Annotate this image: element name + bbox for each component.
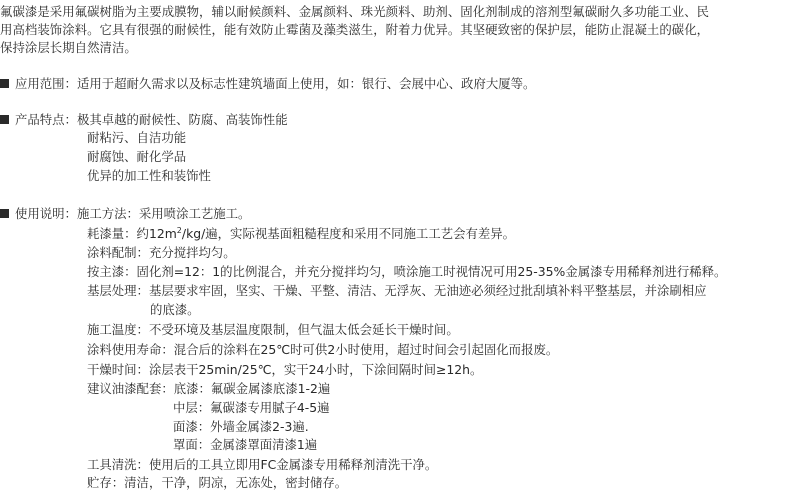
feature-item: 优异的加工性和装饰性 xyxy=(87,168,211,183)
intro-line-1: 氟碳漆是采用氟碳树脂为主要成膜物，辅以耐候颜料、金属颜料、珠光颜料、助剂、固化剂制成的溶剂型氟碳耐久多功能工业、民 xyxy=(0,4,710,19)
usage-label: 使用说明： xyxy=(15,206,77,221)
feature-item: 耐腐蚀、耐化学品 xyxy=(87,149,187,164)
usage-method: 施工方法：采用喷涂工艺施工。 xyxy=(76,206,251,221)
usage-ratio: 按主漆：固化剂=12：1的比例混合，并充分搅拌均匀，喷涂施工时视情况可用25-35%金属漆专用稀释剂进行稀释。 xyxy=(87,264,727,279)
consumption-text-rest: /kg/遍，实际视基面粗糙程度和采用不同施工工艺会有差异。 xyxy=(181,226,516,241)
intro-line-3: 保持涂层长期自然清洁。 xyxy=(0,40,137,55)
system-layer-value: 外墙金属漆2-3遍. xyxy=(210,419,309,434)
usage-temperature: 施工温度：不受环境及基层温度限制，但气温太低会延长干燥时间。 xyxy=(87,322,459,337)
system-layer-name: 罩面： xyxy=(173,437,211,452)
feature-item: 极其卓越的耐候性、防腐、高装饰性能 xyxy=(76,112,288,127)
system-layer xyxy=(173,439,317,451)
square-bullet-icon xyxy=(0,115,9,124)
usage-consumption xyxy=(87,228,515,240)
system-label: 建议油漆配套： xyxy=(87,381,174,396)
system-layer-name: 面漆： xyxy=(173,419,211,434)
application-label: 应用范围： xyxy=(15,76,77,91)
consumption-text: 耗漆量：约12m xyxy=(87,226,177,241)
usage-drying: 干燥时间：涂层表干25min/25℃，实干24小时，下涂间隔时间≥12h。 xyxy=(87,362,483,377)
application-section xyxy=(0,78,535,90)
application-text: 适用于超耐久需求以及标志性建筑墙面上使用，如：银行、会展中心、政府大厦等。 xyxy=(76,76,536,91)
square-bullet-icon xyxy=(0,209,9,218)
square-bullet-icon xyxy=(0,79,9,88)
system-layer xyxy=(173,402,330,414)
intro-line-2: 用高档装饰涂料。它具有很强的耐候性，能有效防止霉菌及藻类滋生，附着力优异。其坚硬致密的保护层，能防止混凝土的碳化， xyxy=(0,22,710,37)
system-layer-value: 氟碳漆专用腻子4-5遍 xyxy=(210,400,330,415)
usage-storage: 贮存：清洁，干净，阴凉，无冻处，密封储存。 xyxy=(87,475,348,490)
usage-substrate: 基层处理：基层要求牢固，坚实、干燥、平整、清洁、无浮灰、无油迹必须经过批刮填补料平整基层，并涂刷相应 xyxy=(87,283,707,298)
system-layer-name: 底漆： xyxy=(173,381,211,396)
usage-cleaning: 工具清洗：使用后的工具立即用FC金属漆专用稀释剂清洗干净。 xyxy=(87,457,438,472)
system-layer-name: 中层： xyxy=(173,400,211,415)
system-layer-value: 金属漆罩面清漆1遍 xyxy=(210,437,318,452)
usage-prep: 涂料配制：充分搅拌均匀。 xyxy=(87,245,236,260)
usage-system xyxy=(87,383,330,395)
system-layer-value: 氟碳金属漆底漆1-2遍 xyxy=(210,381,331,396)
usage-section xyxy=(0,208,250,220)
features-label: 产品特点： xyxy=(15,112,77,127)
consumption-superscript: 2 xyxy=(176,226,182,235)
feature-item: 耐粘污、自洁功能 xyxy=(87,130,187,145)
usage-potlife: 涂料使用寿命：混合后的涂料在25℃时可供2小时使用，超过时间会引起固化而报废。 xyxy=(87,342,559,357)
usage-substrate-cont: 的底漆。 xyxy=(150,302,200,317)
features-section xyxy=(0,114,288,126)
system-layer xyxy=(173,421,309,433)
